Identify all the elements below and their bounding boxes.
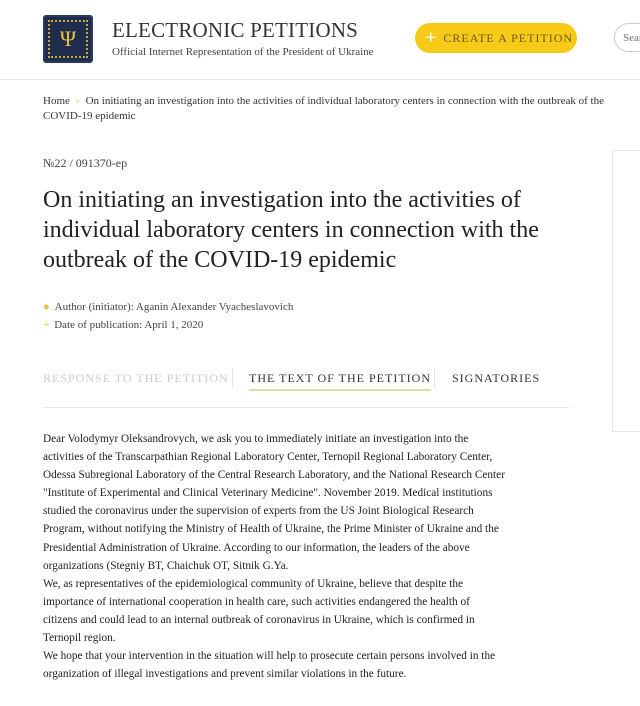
tab-text[interactable]: THE TEXT OF THE PETITION [249, 371, 431, 391]
breadcrumb [43, 94, 633, 124]
divider [232, 368, 233, 388]
text-line: organization of illegal investigations and prevent similar violations in the future. [43, 668, 407, 681]
breadcrumb-home[interactable]: Home [43, 95, 70, 107]
petition-text [43, 430, 603, 683]
text-line: We, as representatives of the epidemiological community of Ukraine, believe that despite the [43, 577, 464, 590]
page-title: On initiating an investigation into the activities of individual laboratory centers in connection with the outbreak of the COVID-19 epidemic [43, 187, 539, 273]
sidebar-panel [612, 150, 640, 432]
petition-number: №22 / 091370-ep [43, 156, 128, 170]
site-subtitle: Official Internet Representation of the President of Ukraine [112, 46, 374, 58]
text-line: Odessa Subregional Laboratory of the Central Research Laboratory, and the National Research Center [43, 469, 505, 482]
tab-response[interactable]: RESPONSE TO THE PETITION [43, 371, 229, 385]
author: Author (initiator): Aganin Alexander Vyacheslavovich [54, 301, 294, 313]
text-line: We hope that your intervention in the situation will help to prosecute certain persons involved in the [43, 650, 496, 663]
divider [434, 368, 435, 388]
user-icon: ● [43, 301, 50, 313]
tab-signatories[interactable]: SIGNATORIES [452, 371, 541, 385]
breadcrumb-current: On initiating an investigation into the activities of individual laboratory centers in connection with the outbreak of the COVID-19 epidemic [43, 95, 604, 122]
plus-icon: + [43, 319, 50, 331]
text-line: citizens and could lead to an internal outbreak of coronavirus in Ukraine, which is confirmed in [43, 613, 475, 626]
site-header [0, 0, 640, 80]
author-line [43, 301, 293, 313]
create-petition-label: CREATE A PETITION [443, 30, 574, 45]
text-line: Ternopil region. [43, 632, 116, 645]
plus-icon: + [425, 27, 438, 49]
logo[interactable] [43, 15, 93, 63]
text-line: Dear Volodymyr Oleksandrovych, we ask you to immediately initiate an investigation into the [43, 433, 469, 445]
chevron-right-icon: › [75, 95, 80, 107]
text-line: importance of international cooperation in health care, such activities endangered the health of [43, 595, 470, 608]
text-line: Program, without notifying the Ministry of Health of Ukraine, the Prime Minister of Ukraine and the [43, 523, 499, 536]
text-line: "Institute of Experimental and Clinical Veterinary Medicine". November 2019. Medical institutions [43, 487, 493, 500]
site-title[interactable]: ELECTRONIC PETITIONS [112, 18, 359, 42]
date-line [43, 319, 203, 331]
trident-icon: Ψ [48, 20, 88, 58]
publication-date: Date of publication: April 1, 2020 [54, 319, 204, 331]
create-petition-button[interactable] [415, 23, 577, 53]
petition-tabs [43, 368, 569, 408]
text-line: studied the coronavirus under the supervision of experts from the US Joint Biological Research [43, 505, 474, 518]
text-line: activities of the Transcarpathian Regional Laboratory Center, Ternopil Regional Laboratory Center, [43, 451, 493, 464]
text-line: Presidential Administration of Ukraine. According to our information, the leaders of the above [43, 541, 470, 554]
text-line: organizations (Stegniy BT, Chaichuk OT, Sitnik G.Ya. [43, 559, 289, 572]
search-input[interactable] [614, 23, 640, 52]
